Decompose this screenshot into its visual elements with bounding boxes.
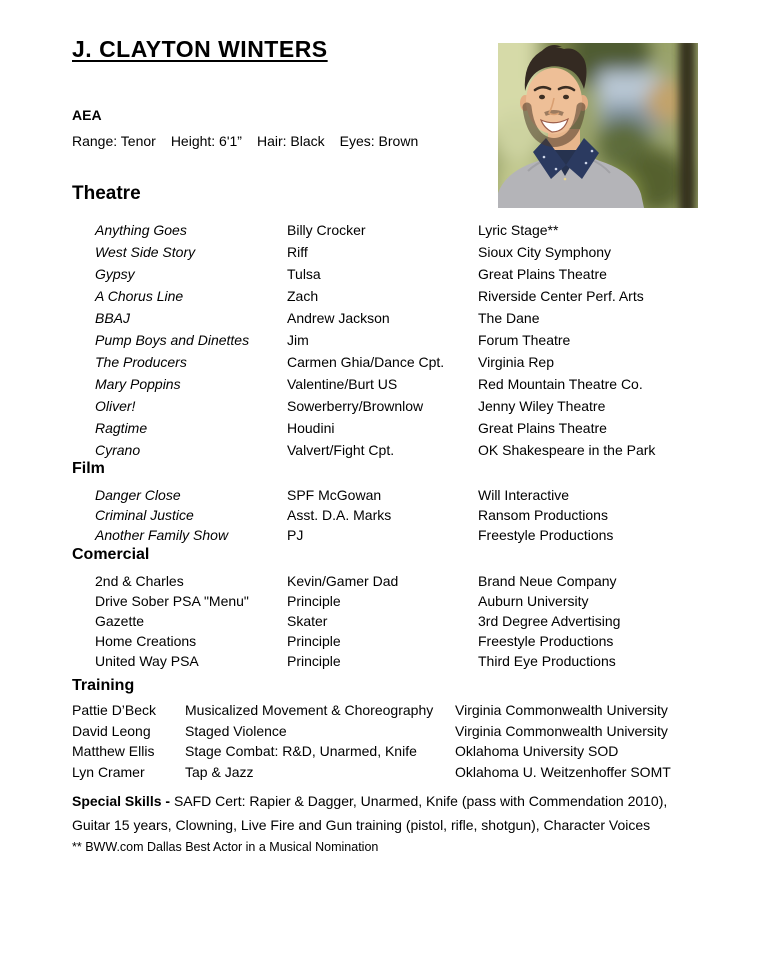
venue: Third Eye Productions (478, 653, 616, 669)
table-row (72, 505, 726, 525)
show-title: 2nd & Charles (95, 573, 184, 589)
show-title: BBAJ (95, 310, 131, 326)
venue: Auburn University (478, 593, 589, 609)
stat-height: Height: 6'1” (170, 133, 242, 149)
show-title: Drive Sober PSA "Menu" (95, 593, 249, 609)
show-title: Danger Close (95, 487, 181, 503)
show-title: Ragtime (95, 420, 148, 436)
school: Virginia Commonwealth University (455, 702, 668, 718)
show-title: West Side Story (95, 244, 196, 260)
table-row (72, 329, 726, 351)
venue: Brand Neue Company (478, 573, 617, 589)
role: Zach (287, 288, 319, 304)
table-row (72, 307, 726, 329)
table-row (72, 439, 726, 461)
show-title: Mary Poppins (95, 376, 181, 392)
role: PJ (287, 527, 304, 543)
union-affiliation: AEA (72, 107, 102, 123)
show-title: Criminal Justice (95, 507, 194, 523)
venue: Great Plains Theatre (478, 266, 607, 282)
section-film (72, 459, 726, 545)
show-title: Home Creations (95, 633, 197, 649)
table-row (72, 571, 726, 591)
vital-stats (72, 133, 418, 149)
table-row (72, 525, 726, 545)
course: Tap & Jazz (185, 763, 254, 780)
role: Skater (287, 613, 328, 629)
table-row (72, 373, 726, 395)
teacher: Lyn Cramer (72, 763, 145, 780)
role: Jim (287, 332, 309, 348)
school: Virginia Commonwealth University (455, 722, 668, 739)
school: Oklahoma U. Weitzenhoffer SOMT (455, 763, 671, 780)
role: Kevin/Gamer Dad (287, 573, 399, 589)
table-row (72, 721, 726, 742)
stat-eyes: Eyes: Brown (339, 133, 419, 149)
table-row (72, 285, 726, 307)
venue: Great Plains Theatre (478, 420, 607, 436)
show-title: Pump Boys and Dinettes (95, 332, 250, 348)
teacher: Matthew Ellis (72, 743, 155, 759)
role: Riff (287, 244, 308, 260)
teacher: Pattie D’Beck (72, 702, 157, 718)
award-footnote: ** BWW.com Dallas Best Actor in a Musical Nomination (72, 840, 379, 854)
venue: Will Interactive (478, 487, 570, 503)
stat-range: Range: Tenor (72, 133, 156, 149)
role: SPF McGowan (287, 487, 382, 503)
show-title: Oliver! (95, 398, 136, 414)
section-theatre (72, 182, 726, 461)
role: Billy Crocker (287, 222, 366, 238)
venue: Lyric Stage** (478, 222, 559, 238)
role: Carmen Ghia/Dance Cpt. (287, 354, 445, 370)
section-training (72, 676, 726, 782)
table-row (72, 611, 726, 631)
venue: Ransom Productions (478, 507, 608, 523)
venue: Forum Theatre (478, 332, 571, 348)
venue: Freestyle Productions (478, 633, 614, 649)
role: Principle (287, 593, 341, 609)
table-row (72, 417, 726, 439)
course: Stage Combat: R&D, Unarmed, Knife (185, 743, 417, 759)
venue: Red Mountain Theatre Co. (478, 376, 643, 392)
table-row (72, 485, 726, 505)
role: Asst. D.A. Marks (287, 507, 392, 523)
table-row (72, 741, 726, 762)
course: Musicalized Movement & Choreography (185, 702, 434, 718)
venue: Virginia Rep (478, 354, 555, 370)
role: Tulsa (287, 266, 321, 282)
table-row (72, 219, 726, 241)
course: Staged Violence (185, 722, 287, 739)
show-title: Gypsy (95, 266, 135, 282)
section-commercial (72, 545, 726, 671)
show-title: Another Family Show (95, 527, 229, 543)
stat-hair: Hair: Black (256, 133, 325, 149)
role: Houdini (287, 420, 335, 436)
venue: OK Shakespeare in the Park (478, 442, 656, 458)
role: Valentine/Burt US (287, 376, 398, 392)
table-row (72, 263, 726, 285)
show-title: A Chorus Line (95, 288, 184, 304)
page-title: J. CLAYTON WINTERS (72, 36, 328, 62)
show-title: Gazette (95, 613, 145, 629)
table-row (72, 395, 726, 417)
role: Principle (287, 653, 341, 669)
section-title-training: Training (72, 677, 135, 694)
table-row (72, 241, 726, 263)
show-title: United Way PSA (95, 653, 199, 669)
special-skills (72, 790, 704, 837)
venue: 3rd Degree Advertising (478, 613, 621, 629)
venue: Freestyle Productions (478, 527, 614, 543)
teacher: David Leong (72, 722, 151, 739)
section-title-theatre: Theatre (72, 183, 141, 204)
section-title-film: Film (72, 460, 105, 477)
venue: Jenny Wiley Theatre (478, 398, 606, 414)
table-row (72, 651, 726, 671)
venue: Sioux City Symphony (478, 244, 612, 260)
table-row (72, 700, 726, 721)
show-title: The Producers (95, 354, 187, 370)
show-title: Anything Goes (95, 222, 187, 238)
section-title-commercial: Comercial (72, 546, 150, 563)
table-row (72, 351, 726, 373)
role: Andrew Jackson (287, 310, 390, 326)
school: Oklahoma University SOD (455, 743, 619, 759)
role: Principle (287, 633, 341, 649)
special-skills-text: SAFD Cert: Rapier & Dagger, Unarmed, Knife (pass with Commendation 2010), Guitar 15 years, Clowning, Live Fire and Gun training (pistol, rifle, shotgun), Character Voices (72, 793, 668, 833)
table-row (72, 631, 726, 651)
role: Sowerberry/Brownlow (287, 398, 424, 414)
venue: Riverside Center Perf. Arts (478, 288, 644, 304)
special-skills-label: Special Skills - (72, 793, 174, 809)
table-row (72, 591, 726, 611)
role: Valvert/Fight Cpt. (287, 442, 395, 458)
show-title: Cyrano (95, 442, 141, 458)
venue: The Dane (478, 310, 540, 326)
table-row (72, 762, 726, 783)
